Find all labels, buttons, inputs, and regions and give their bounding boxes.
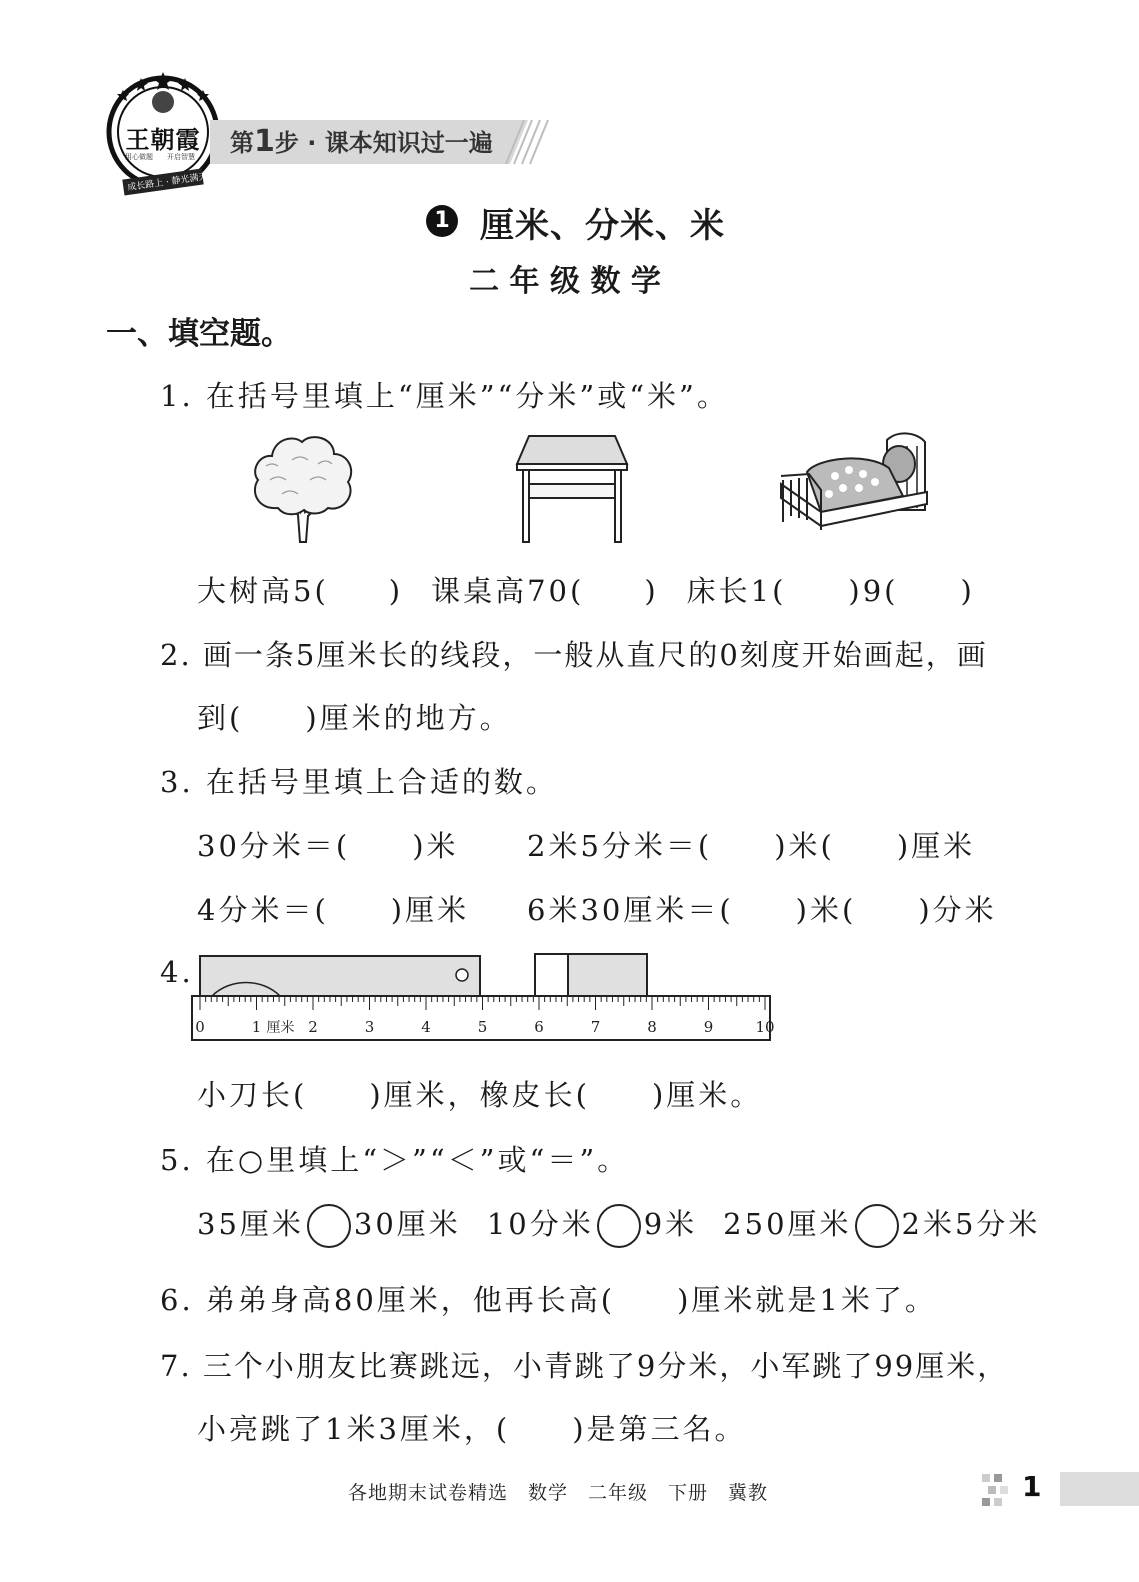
ruler-label: 3 <box>364 1018 375 1036</box>
ruler-svg <box>190 950 775 1045</box>
step-suffix: 步 · 课本知识过一遍 <box>274 129 493 157</box>
q3-row2-left <box>197 888 469 929</box>
q5-c1-right: 30厘米 <box>353 1207 461 1241</box>
q2-text-1: 到( <box>197 701 244 735</box>
q5-comparisons <box>197 1200 1040 1248</box>
q3-r1b-text: 2米5分米＝( <box>527 829 713 863</box>
ruler-label: 2 <box>308 1018 318 1036</box>
q3-r2a-text: 4分米＝( <box>197 893 329 927</box>
lesson-title: 厘米、分米、米 <box>480 206 725 246</box>
q2-text-2: )厘米的地方。 <box>305 701 512 735</box>
q1-prompt: 1. 在括号里填上“厘米”“分米”或“米”。 <box>160 379 729 413</box>
q3-r1b-unit: )厘米 <box>896 829 976 863</box>
q3-r1a-unit: )米 <box>412 829 459 863</box>
q1-desk-text: 课桌高70( <box>431 574 585 608</box>
step-prefix: 第 <box>230 129 254 157</box>
ruler-label: 5 <box>477 1018 488 1036</box>
footer-squares-icon <box>982 1474 1022 1506</box>
q1-desk-close: ) <box>644 574 659 608</box>
q3-r2b-unit: )分米 <box>918 893 997 927</box>
ruler-figure <box>190 950 775 1045</box>
q3-row1-left <box>197 824 459 865</box>
step-label <box>230 123 493 159</box>
footer-bar <box>1060 1472 1139 1506</box>
q5-c2-right: 9米 <box>643 1207 698 1241</box>
q1-tree-text: 大树高5( <box>197 574 329 608</box>
ruler-label: 6 <box>534 1018 544 1036</box>
bed-icon <box>777 430 932 532</box>
logo-ribbon-text: 成长路上 · 静光满天 <box>126 172 209 194</box>
q4-answer <box>197 1073 762 1114</box>
q1-bed-mid: )9( <box>848 574 899 608</box>
ruler-label: 1 <box>251 1018 262 1036</box>
lesson-subtitle: 二 年 级 数 学 <box>469 264 661 299</box>
q4-number: 4. <box>160 955 194 989</box>
q3-r1a-text: 30分米＝( <box>197 829 351 863</box>
q5-c2-circle[interactable] <box>597 1204 641 1248</box>
q4-text-2: )厘米，橡皮长( <box>369 1078 590 1112</box>
q5-c1-left: 35厘米 <box>197 1207 304 1241</box>
logo-motto-right: 开启智慧 <box>167 153 195 161</box>
ruler-label: 10 <box>755 1018 775 1036</box>
desk-icon <box>515 432 630 544</box>
q5-prompt: 5. 在○里填上“＞”“＜”或“＝”。 <box>160 1143 630 1177</box>
q3-r2a-unit: )厘米 <box>390 893 470 927</box>
ruler-label: 9 <box>703 1018 714 1036</box>
q4-text-3: )厘米。 <box>651 1078 763 1112</box>
q2-line2 <box>197 696 512 737</box>
q7-text-1: 小亮跳了1米3厘米，( <box>197 1412 511 1446</box>
lesson-number: 1 <box>434 208 450 233</box>
q6-line <box>160 1278 937 1319</box>
eraser-sleeve <box>535 954 568 996</box>
q4-text-1: 小刀长( <box>197 1078 308 1112</box>
step-banner <box>210 118 550 166</box>
q7-line1: 7. 三个小朋友比赛跳远，小青跳了9分米，小军跳了99厘米， <box>160 1349 1009 1383</box>
knife-hole-icon <box>456 969 468 981</box>
q3-r1b-mid: )米( <box>774 829 835 863</box>
section-title: 一、填空题。 <box>106 316 292 352</box>
q5-c3-left: 250厘米 <box>723 1207 852 1241</box>
q5-c3-circle[interactable] <box>855 1204 899 1248</box>
logo-name: 王朝霞 <box>125 126 201 154</box>
q3-row2-right <box>527 888 997 929</box>
q1-tree-close: ) <box>388 574 404 608</box>
ruler-label: 8 <box>647 1018 657 1036</box>
step-number: 1 <box>254 124 275 159</box>
ruler-unit-label: 厘米 <box>266 1020 295 1036</box>
ruler-label: 4 <box>421 1018 431 1036</box>
q3-row1-right <box>527 824 975 865</box>
q5-c3-right: 2米5分米 <box>901 1207 1041 1241</box>
q2-line1: 2. 画一条5厘米长的线段，一般从直尺的0刻度开始画起，画 <box>160 638 988 672</box>
q7-line2 <box>197 1407 747 1448</box>
q3-prompt: 3. 在括号里填上合适的数。 <box>160 765 558 799</box>
q5-c1-circle[interactable] <box>307 1204 351 1248</box>
tree-icon <box>248 430 358 545</box>
logo-motto-left: 用心做题 <box>125 153 153 161</box>
ruler-label: 7 <box>590 1018 601 1036</box>
q7-text-2: )是第三名。 <box>572 1412 747 1446</box>
q1-answer-row <box>197 569 975 610</box>
lesson-number-badge <box>426 205 458 237</box>
brand-logo <box>103 70 223 200</box>
q6-text-1: 6. 弟弟身高80厘米，他再长高( <box>160 1283 616 1317</box>
page-number: 1 <box>1022 1470 1042 1503</box>
q5-c2-left: 10分米 <box>486 1207 594 1241</box>
q1-bed-text: 床长1( <box>686 574 787 608</box>
q6-text-2: )厘米就是1米了。 <box>677 1283 937 1317</box>
q3-r2b-text: 6米30厘米＝( <box>527 893 734 927</box>
q1-bed-close: ) <box>960 574 975 608</box>
footer-text: 各地期末试卷精选 数学 二年级 下册 冀教 <box>348 1482 769 1504</box>
knife-shape <box>200 956 480 996</box>
ruler-label: 0 <box>195 1018 205 1036</box>
q3-r2b-mid: )米( <box>795 893 857 927</box>
